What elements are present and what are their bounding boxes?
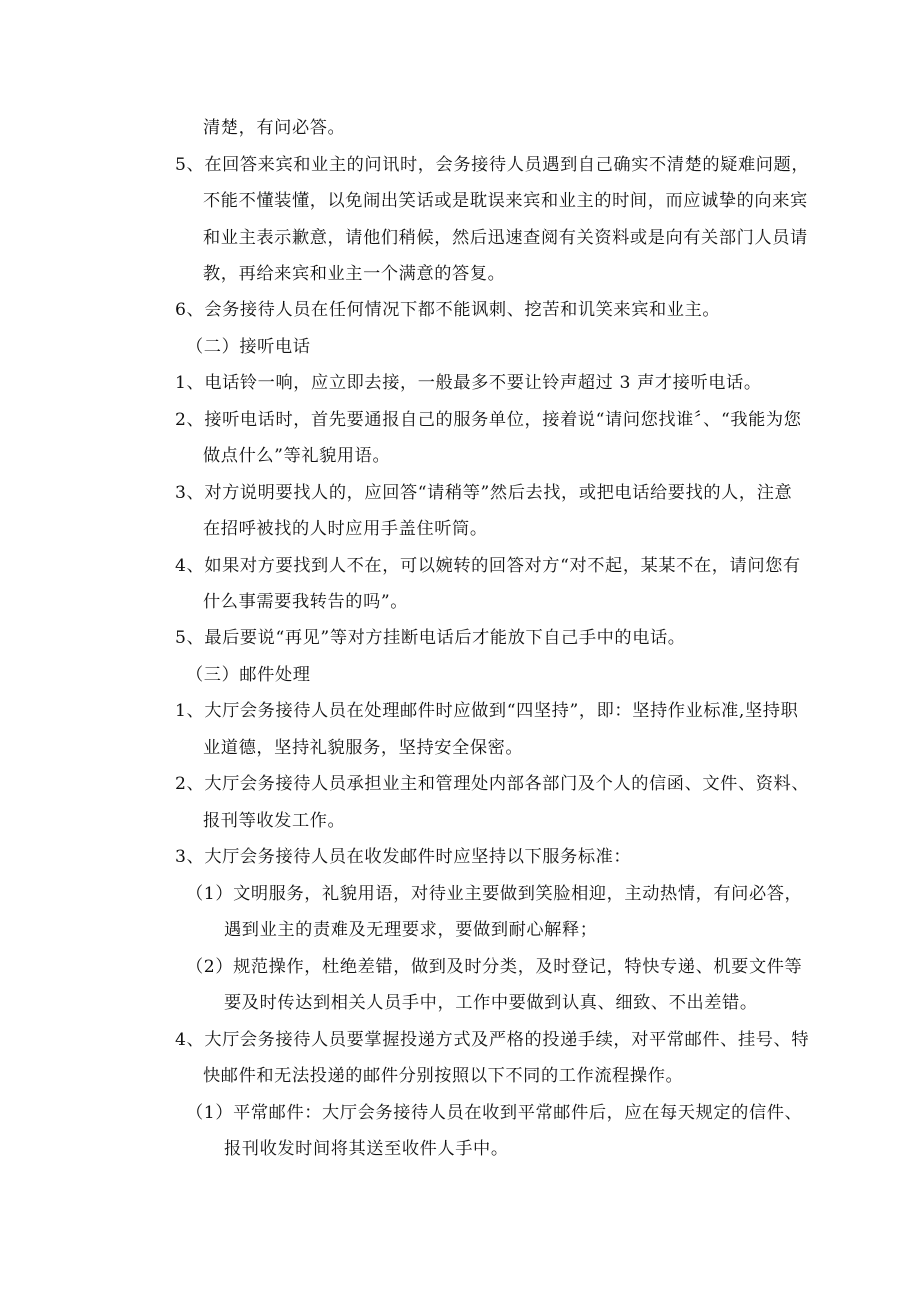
paragraph-line: 不能不懂装懂，以免闹出笑话或是耽误来宾和业主的时间，而应诚挚的向来宾 <box>203 191 808 211</box>
section-heading: （三）邮件处理 <box>186 665 311 685</box>
paragraph-line: 1、电话铃一响，应立即去接，一般最多不要让铃声超过 3 声才接听电话。 <box>175 373 762 393</box>
paragraph-line: 4、如果对方要找到人不在，可以婉转的回答对方“对不起，某某不在，请问您有 <box>175 556 801 576</box>
paragraph-line: 在招呼被找的人时应用手盖住听筒。 <box>203 519 488 539</box>
paragraph-line: （2）规范操作，杜绝差错，做到及时分类，及时登记，特快专递、机要文件等 <box>186 957 803 977</box>
paragraph-line: 2、大厅会务接待人员承担业主和管理处内部各部门及个人的信函、文件、资料、 <box>175 774 810 794</box>
paragraph-line: 清楚，有问必答。 <box>203 118 346 138</box>
paragraph-line: 3、对方说明要找人的，应回答“请稍等”然后去找，或把电话给要找的人，注意 <box>175 483 793 503</box>
paragraph-line: 报刊等收发工作。 <box>203 811 346 831</box>
paragraph-line: 要及时传达到相关人员手中，工作中要做到认真、细致、不出差错。 <box>224 993 758 1013</box>
paragraph-line: 报刊收发时间将其送至收件人手中。 <box>224 1139 509 1159</box>
paragraph-line: 2、接听电话时，首先要通报自己的服务单位，接着说“请问您找谁〞、“我能为您 <box>175 410 802 430</box>
paragraph-line: 做点什么”等礼貌用语。 <box>203 446 391 466</box>
paragraph-line: 5、最后要说“再见”等对方挂断电话后才能放下自己手中的电话。 <box>175 628 686 648</box>
paragraph-line: （1）平常邮件：大厅会务接待人员在收到平常邮件后，应在每天规定的信件、 <box>186 1103 803 1123</box>
paragraph-line: 5、在回答来宾和业主的问讯时，会务接待人员遇到自己确实不清楚的疑难问题， <box>175 155 810 175</box>
paragraph-line: 教，再给来宾和业主一个满意的答复。 <box>203 264 506 284</box>
paragraph-line: 4、大厅会务接待人员要掌握投递方式及严格的投递手续，对平常邮件、挂号、特 <box>175 1030 810 1050</box>
paragraph-line: （1）文明服务，礼貌用语，对待业主要做到笑脸相迎，主动热情，有问必答， <box>186 884 803 904</box>
paragraph-line: 业道德，坚持礼貌服务，坚持安全保密。 <box>203 738 524 758</box>
paragraph-line: 什么事需要我转告的吗”。 <box>203 592 409 612</box>
paragraph-line: 遇到业主的责难及无理要求，要做到耐心解释； <box>224 920 598 940</box>
paragraph-line: 和业主表示歉意，请他们稍候，然后迅速查阅有关资料或是向有关部门人员请 <box>203 228 808 248</box>
paragraph-line: 3、大厅会务接待人员在收发邮件时应坚持以下服务标准： <box>175 847 632 867</box>
section-heading: （二）接听电话 <box>186 337 311 357</box>
paragraph-line: 1、大厅会务接待人员在处理邮件时应做到“四坚持”，即：坚持作业标准,坚持职 <box>175 701 799 721</box>
paragraph-line: 快邮件和无法投递的邮件分别按照以下不同的工作流程操作。 <box>203 1066 684 1086</box>
paragraph-line: 6、会务接待人员在任何情况下都不能讽刺、挖苦和讥笑来宾和业主。 <box>175 300 721 320</box>
